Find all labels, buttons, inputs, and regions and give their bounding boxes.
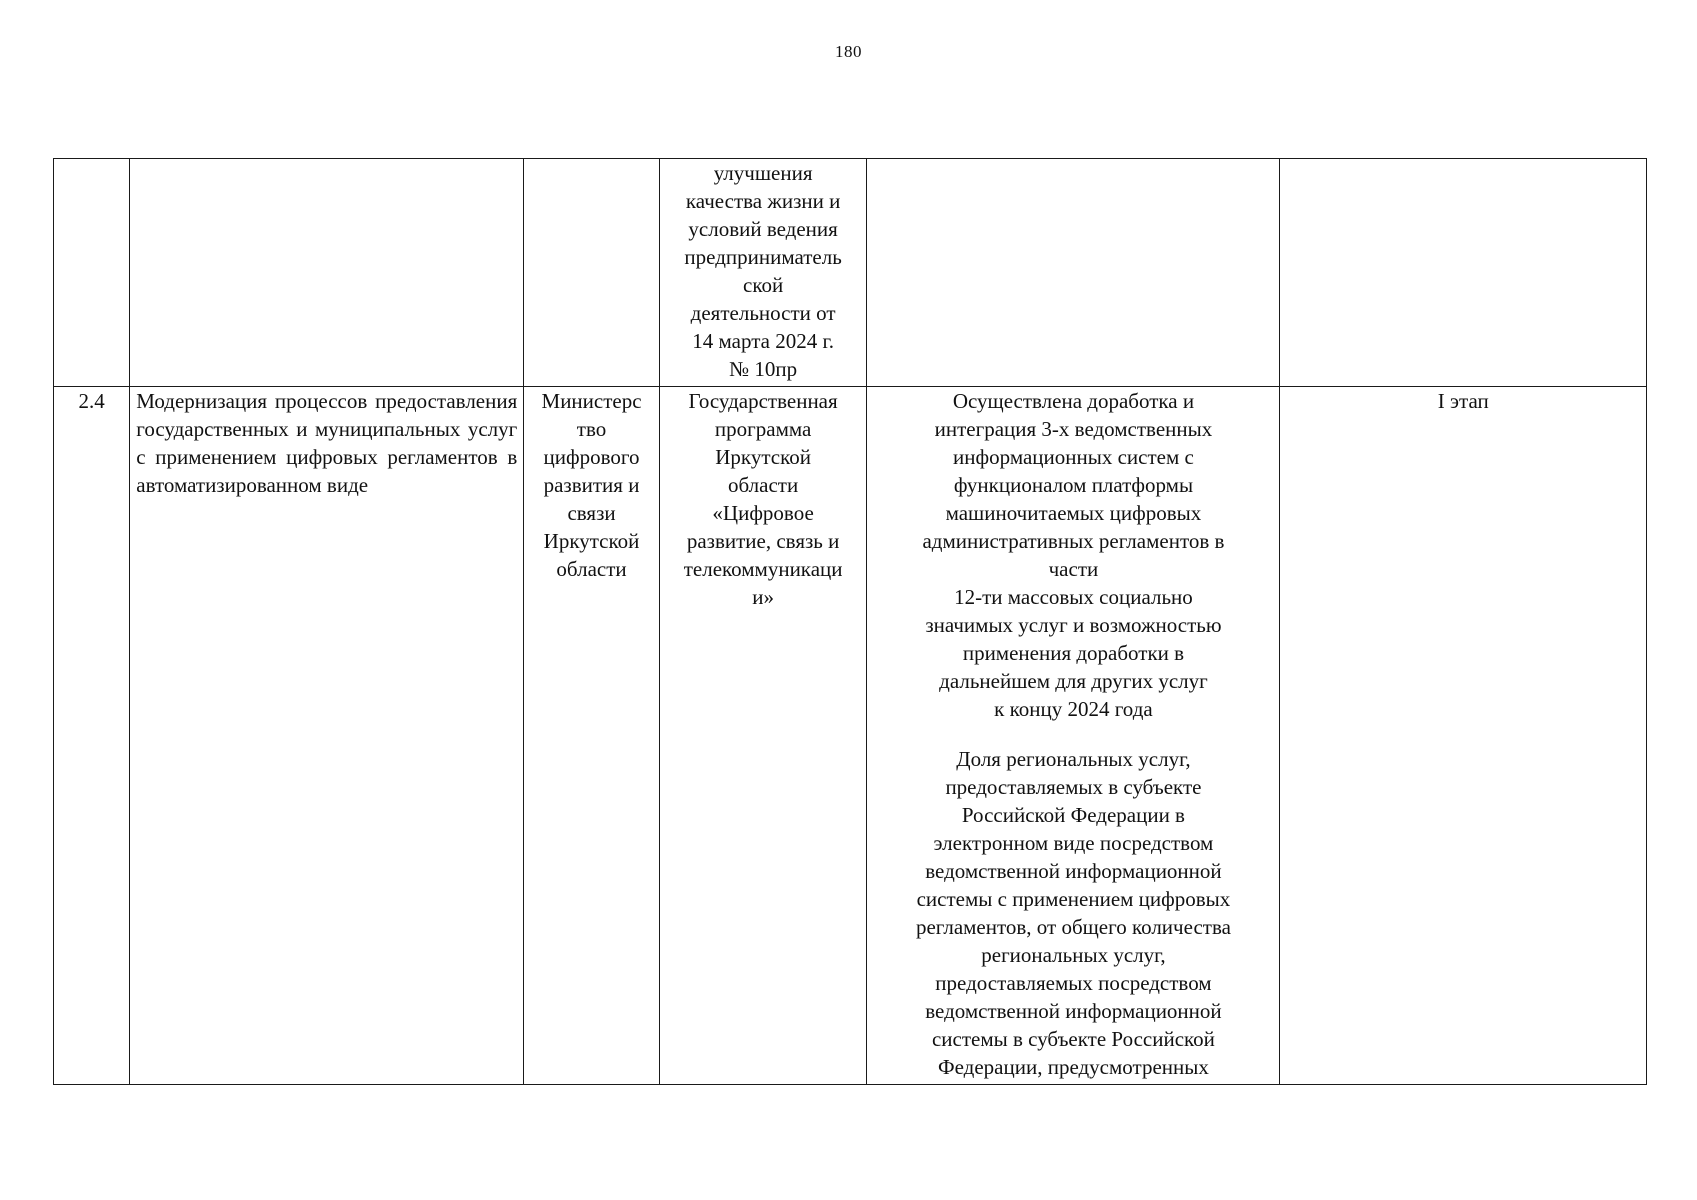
executor-line: развития и (543, 473, 640, 497)
table-row-2-4 (54, 387, 1647, 1085)
result-line: части (1048, 557, 1099, 581)
document-line: и» (752, 585, 774, 609)
cell-stage: I этап (1280, 387, 1647, 1085)
document-line: деятельности от (690, 301, 836, 325)
result-line: ведомственной информационной (925, 859, 1222, 883)
document-line: улучшения (713, 161, 813, 185)
result-line: информационных систем с (953, 445, 1194, 469)
cell-executor (524, 387, 660, 1085)
result-line: применения доработки в (962, 641, 1185, 665)
result-line: Осуществлена доработка и (952, 389, 1195, 413)
result-line: функционалом платформы (953, 473, 1194, 497)
result-line: Федерации, предусмотренных (938, 1055, 1209, 1079)
result-line: Доля региональных услуг, (956, 747, 1191, 771)
document-line: телекоммуникаци (683, 557, 843, 581)
document-line: условий ведения (688, 217, 838, 241)
table-row-continuation (54, 159, 1647, 387)
cell-result (867, 159, 1280, 387)
result-line: ведомственной информационной (925, 999, 1222, 1023)
executor-line: тво (576, 417, 607, 441)
result-line: предоставляемых посредством (935, 971, 1212, 995)
cell-result (867, 387, 1280, 1085)
result-line: системы с применением цифровых (916, 887, 1231, 911)
document-line: предприниматель (684, 245, 842, 269)
cell-stage (1280, 159, 1647, 387)
document-line: области (728, 473, 799, 497)
document-line: ской (743, 273, 784, 297)
cell-name (130, 159, 524, 387)
cell-document (659, 387, 867, 1085)
result-line: к концу 2024 года (994, 697, 1153, 721)
page-number: 180 (835, 42, 862, 61)
result-line: регламентов, от общего количества (915, 915, 1231, 939)
cell-document (659, 159, 867, 387)
document-line: Иркутской (715, 445, 811, 469)
executor-line: Иркутской (543, 529, 640, 553)
result-line: региональных услуг, (981, 943, 1166, 967)
document-line: 14 марта 2024 г. (692, 329, 834, 353)
result-line: машиночитаемых цифровых (945, 501, 1202, 525)
result-line: предоставляемых в субъекте (945, 775, 1202, 799)
result-line: дальнейшем для других услуг (939, 669, 1208, 693)
document-line: Государственная (688, 389, 838, 413)
executor-line: цифрового (543, 445, 640, 469)
result-line: административных регламентов в (922, 529, 1225, 553)
document-line: № 10пр (729, 357, 798, 381)
result-line: электронном виде посредством (933, 831, 1214, 855)
paragraph-gap (873, 723, 1273, 745)
executor-line: связи (567, 501, 616, 525)
document-line: «Цифровое (712, 501, 814, 525)
cell-number: 2.4 (54, 387, 130, 1085)
document-line: программа (714, 417, 812, 441)
cell-name: Модернизация процессов предоставления государственных и муниципальных услуг с применением цифровых регламентов в автоматизированном виде (130, 387, 524, 1085)
result-line: значимых услуг и возможностью (925, 613, 1222, 637)
document-line: развитие, связь и (686, 529, 840, 553)
executor-line: Министерс (541, 389, 642, 413)
document-table (53, 158, 1647, 1085)
executor-line: области (556, 557, 627, 581)
result-line: интеграция 3-х ведомственных (934, 417, 1213, 441)
result-line: системы в субъекте Российской (931, 1027, 1215, 1051)
document-line: качества жизни и (685, 189, 841, 213)
result-line: 12-ти массовых социально (954, 585, 1193, 609)
cell-executor (524, 159, 660, 387)
cell-number (54, 159, 130, 387)
result-line: Российской Федерации в (961, 803, 1185, 827)
